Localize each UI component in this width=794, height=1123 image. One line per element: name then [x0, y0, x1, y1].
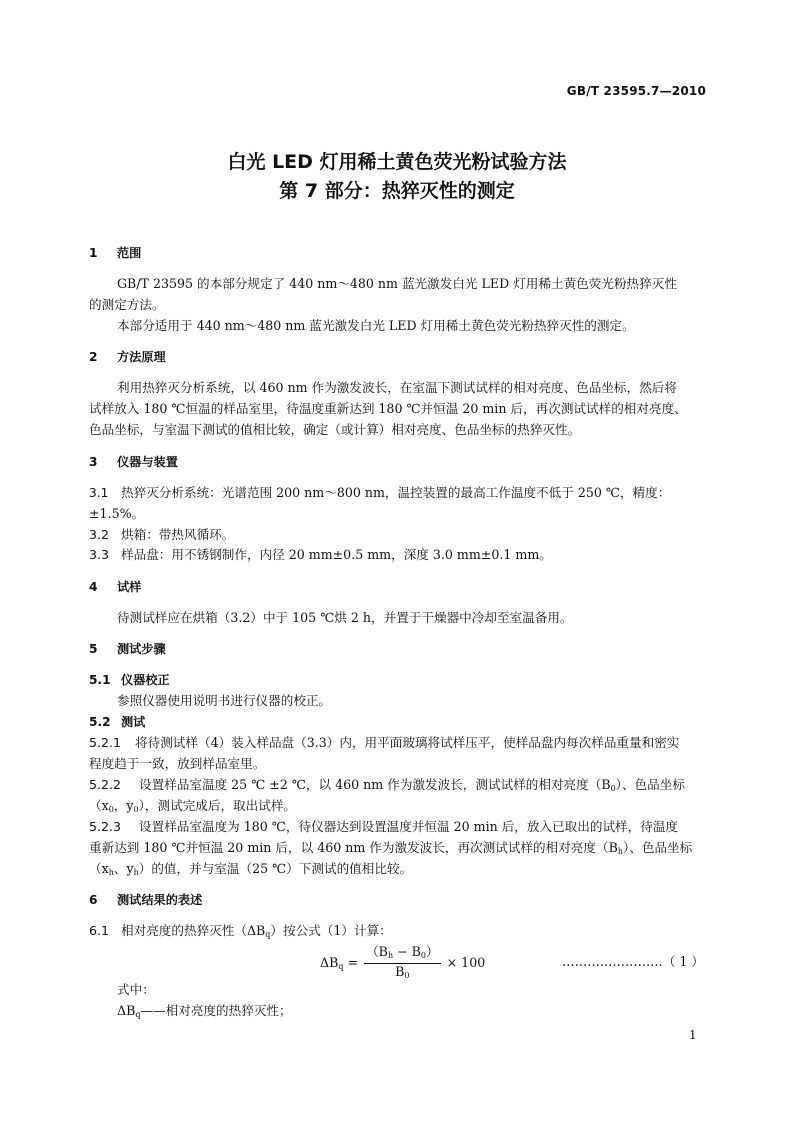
subscript: h [617, 847, 623, 856]
formula-fraction [364, 944, 441, 983]
fraction-denominator [364, 964, 441, 983]
section-1-heading [89, 244, 141, 262]
subscript: 0 [108, 805, 114, 814]
text-run: （B [366, 944, 388, 959]
subscript: h [387, 951, 394, 960]
clause-number: 3.1 [89, 486, 109, 500]
subscript: h [133, 868, 139, 877]
paragraph-line: 本部分适用于 440 nm～480 nm 蓝光激发白光 LED 灯用稀土黄色荧光粉热猝灭性的测定。 [117, 318, 635, 333]
clause-number: 3.2 [89, 527, 110, 542]
text-run: （x [89, 861, 109, 876]
section-title: 试样 [117, 580, 142, 594]
clause-number: 5.2.1 [89, 735, 122, 750]
paragraph-line: GB/T 23595 的本部分规定了 440 nm～480 nm 蓝光激发白光 LED 灯用稀土黄色荧光粉热猝灭性 [117, 276, 677, 291]
subscript: q [265, 930, 271, 939]
subscript: q [135, 1010, 141, 1019]
subscript: 0 [133, 805, 139, 814]
paragraph-line: 的测定方法。 [89, 297, 165, 312]
text-run: ）、色品坐标 [622, 840, 693, 855]
formula-equals: = [347, 955, 359, 970]
clause-5-2-2 [89, 776, 685, 798]
section-number: 5.2 [89, 715, 111, 729]
section-number: 3 [89, 455, 98, 469]
section-title: 仪器校正 [121, 673, 170, 687]
definition-line [117, 1002, 292, 1024]
formula-multiplier: × 100 [446, 955, 486, 970]
section-3-heading [89, 453, 178, 471]
text-run: ，y [113, 798, 134, 813]
clause-3-2 [89, 526, 234, 544]
equation-number: ……………………（ 1 ） [562, 954, 704, 969]
subscript: 0 [420, 951, 427, 960]
section-number: 5 [89, 642, 98, 656]
section-number: 5.1 [89, 673, 111, 687]
text-run: − B [393, 944, 421, 959]
paragraph-line: ±1.5%。 [89, 506, 145, 521]
text-run: ），测试完成后，取出试样。 [138, 798, 297, 813]
section-number: 2 [89, 350, 98, 364]
clause-text: 烘箱：带热风循环。 [121, 527, 235, 542]
clause-6-1 [89, 922, 392, 944]
subsection-5-1-heading [89, 671, 170, 689]
subscript: q [338, 962, 344, 971]
subscript: h [108, 868, 114, 877]
fraction-numerator [364, 944, 441, 964]
section-number: 1 [89, 246, 98, 260]
clause-number: 5.2.3 [89, 819, 122, 834]
document-subtitle: 第 7 部分：热猝灭性的测定 [279, 180, 515, 202]
subscript: 0 [404, 971, 410, 980]
paragraph-line: 式中： [117, 982, 155, 997]
clause-number: 6.1 [89, 923, 110, 938]
text-run: （x [89, 798, 109, 813]
section-6-heading [89, 891, 202, 909]
subscript: 0 [610, 784, 616, 793]
clause-text: ）按公式（1）计算： [270, 923, 392, 938]
paragraph-line [89, 839, 692, 861]
page-number: 1 [689, 1028, 697, 1042]
clause-text: ）、色品坐标 [615, 777, 685, 792]
clause-3-3 [89, 546, 552, 564]
clause-text: 样品盘：用不锈钢制作，内径 20 mm±0.5 mm，深度 3.0 mm±0.1 mm。 [121, 547, 552, 562]
clause-number: 3.3 [89, 547, 110, 562]
text-run: 重新达到 180 ℃并恒温 20 min 后，以 460 nm 作为激发波长，再次测试试样的相对亮度（B [89, 840, 618, 855]
paragraph-line: 利用热猝灭分析系统，以 460 nm 作为激发波长，在室温下测试试样的相对亮度、色品坐标，然后将 [117, 380, 677, 395]
text-run: ΔB [117, 1003, 136, 1018]
clause-3-1 [89, 484, 670, 502]
paragraph-line: 参照仪器使用说明书进行仪器的校正。 [117, 693, 332, 708]
clause-text: 设置样品室温度为 180 ℃，待仪器达到设置温度并恒温 20 min 后，放入已取出的试样，待温度 [139, 819, 679, 834]
clause-5-2-3 [89, 818, 678, 836]
text-run: 、y [113, 861, 134, 876]
subsection-5-2-heading [89, 713, 145, 731]
paragraph-line: 程度趋于一致，放到样品室里。 [89, 756, 266, 771]
section-title: 测试结果的表述 [117, 893, 203, 907]
standard-number: GB/T 23595.7—2010 [566, 84, 706, 98]
section-title: 测试步骤 [117, 642, 166, 656]
paragraph-line: 待测试样应在烘箱（3.2）中于 105 ℃烘 2 h，并置于干燥器中冷却至室温备用。 [117, 610, 573, 625]
document-title: 白光 LED 灯用稀土黄色荧光粉试验方法 [227, 151, 567, 173]
paragraph-line [89, 860, 412, 882]
text-run: ——相对亮度的热猝灭性； [140, 1003, 292, 1018]
clause-text: 相对亮度的热猝灭性（ΔB [121, 923, 266, 938]
paragraph-line: 试样放入 180 ℃恒温的样品室里，待温度重新达到 180 ℃并恒温 20 min 后，再次测试试样的相对亮度、 [89, 401, 687, 416]
section-2-heading [89, 348, 166, 366]
paragraph-line [89, 797, 296, 819]
section-5-heading [89, 640, 166, 658]
clause-number: 5.2.2 [89, 777, 122, 792]
text-run: ） [426, 944, 439, 959]
section-title: 测试 [121, 715, 146, 729]
text-run: ）的值，并与室温（25 ℃）下测试的值相比较。 [138, 861, 413, 876]
section-number: 4 [89, 580, 98, 594]
clause-5-2-1 [89, 734, 679, 752]
clause-text: 设置样品室温度 25 ℃ ±2 ℃，以 460 nm 作为激发波长，测试试样的相对亮度（B [139, 777, 611, 792]
formula-symbol: ΔB [320, 955, 339, 970]
section-title: 范围 [117, 246, 142, 260]
paragraph-line: 色品坐标，与室温下测试的值相比较，确定（或计算）相对亮度、色品坐标的热猝灭性。 [89, 422, 581, 437]
text-run: B [395, 964, 405, 979]
section-title: 方法原理 [117, 350, 166, 364]
clause-text: 将待测试样（4）装入样品盘（3.3）内，用平面玻璃将试样压平，使样品盘内每次样品重量和密实 [135, 735, 680, 750]
formula-1 [320, 944, 485, 983]
clause-text: 热猝灭分析系统：光谱范围 200 nm～800 nm，温控装置的最高工作温度不低于 250 ℃，精度： [121, 485, 671, 500]
section-4-heading [89, 578, 141, 596]
section-number: 6 [89, 893, 98, 907]
section-title: 仪器与装置 [117, 455, 178, 469]
